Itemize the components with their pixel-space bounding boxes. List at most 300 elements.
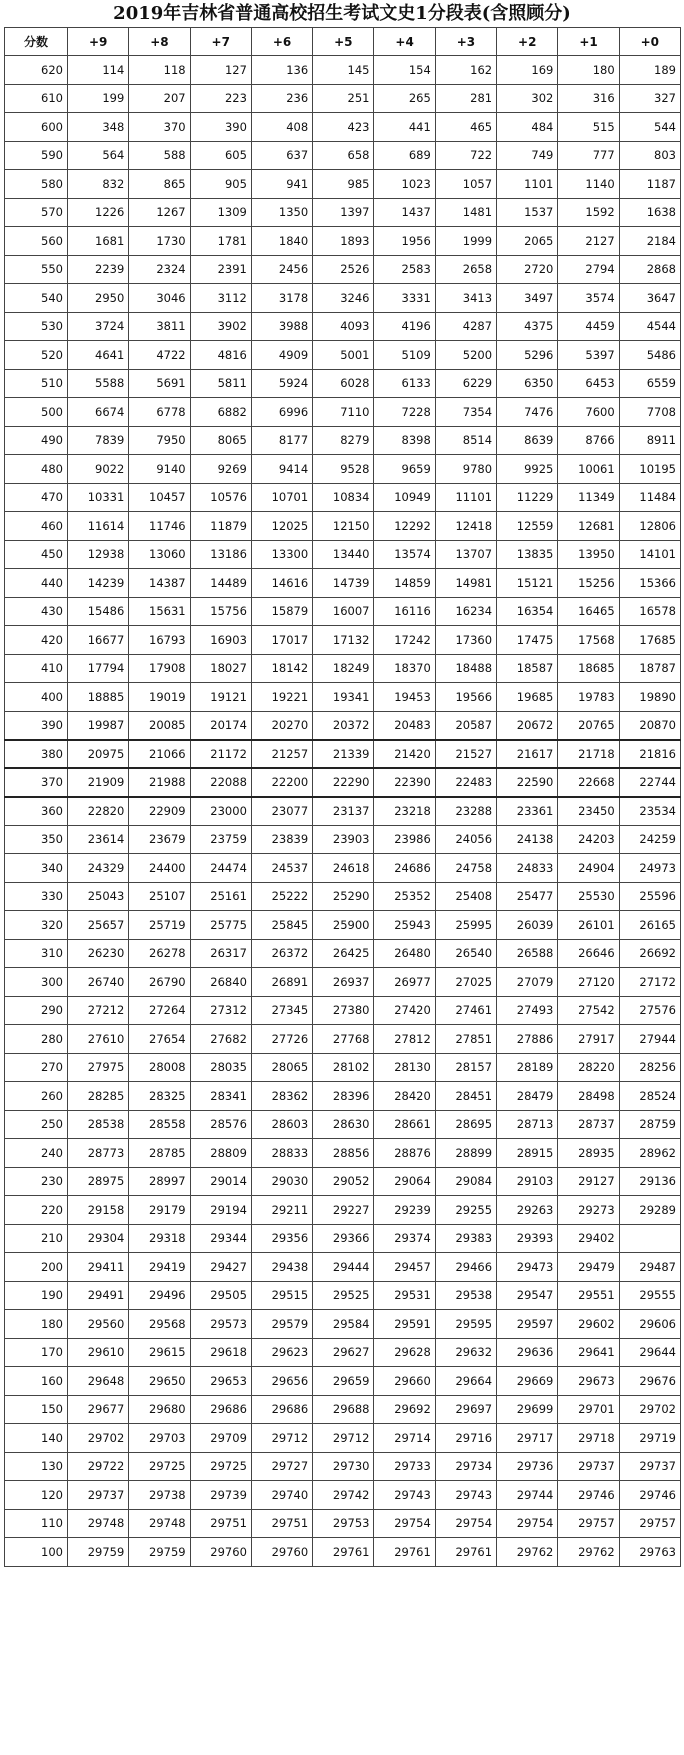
cumulative-count-cell: 23361 xyxy=(497,797,558,826)
cumulative-count-cell: 29560 xyxy=(68,1310,129,1339)
table-row xyxy=(5,1481,681,1510)
cumulative-count-cell: 19121 xyxy=(190,683,251,712)
cumulative-count-cell: 11484 xyxy=(619,483,680,512)
score-cell: 320 xyxy=(5,911,68,940)
cumulative-count-cell: 29717 xyxy=(497,1424,558,1453)
cumulative-count-cell: 28833 xyxy=(251,1139,312,1168)
cumulative-count-cell: 16354 xyxy=(497,597,558,626)
table-header-row xyxy=(5,28,681,56)
cumulative-count-cell: 3112 xyxy=(190,284,251,313)
cumulative-count-cell: 16234 xyxy=(435,597,496,626)
cumulative-count-cell: 29702 xyxy=(619,1395,680,1424)
cumulative-count-cell: 2868 xyxy=(619,255,680,284)
cumulative-count-cell: 28975 xyxy=(68,1167,129,1196)
cumulative-count-cell: 28451 xyxy=(435,1082,496,1111)
cumulative-count-cell: 28915 xyxy=(497,1139,558,1168)
cumulative-count-cell: 29751 xyxy=(190,1509,251,1538)
score-cell: 130 xyxy=(5,1452,68,1481)
cumulative-count-cell: 7476 xyxy=(497,398,558,427)
cumulative-count-cell: 1681 xyxy=(68,227,129,256)
cumulative-count-cell: 21257 xyxy=(251,740,312,769)
table-row xyxy=(5,1224,681,1253)
cumulative-count-cell: 28935 xyxy=(558,1139,619,1168)
cumulative-count-cell: 29740 xyxy=(251,1481,312,1510)
cumulative-count-cell: 29194 xyxy=(190,1196,251,1225)
cumulative-count-cell: 2065 xyxy=(497,227,558,256)
cumulative-count-cell: 17242 xyxy=(374,626,435,655)
cumulative-count-cell: 5486 xyxy=(619,341,680,370)
cumulative-count-cell: 26646 xyxy=(558,939,619,968)
cumulative-count-cell: 28256 xyxy=(619,1053,680,1082)
cumulative-count-cell: 25596 xyxy=(619,882,680,911)
table-row xyxy=(5,1053,681,1082)
cumulative-count-cell: 1140 xyxy=(558,170,619,199)
cumulative-count-cell: 832 xyxy=(68,170,129,199)
cumulative-count-cell: 29763 xyxy=(619,1538,680,1567)
score-cell: 510 xyxy=(5,369,68,398)
cumulative-count-cell: 22909 xyxy=(129,797,190,826)
cumulative-count-cell: 28285 xyxy=(68,1082,129,1111)
cumulative-count-cell: 12938 xyxy=(68,540,129,569)
cumulative-count-cell: 28524 xyxy=(619,1082,680,1111)
cumulative-count-cell: 29393 xyxy=(497,1224,558,1253)
cumulative-count-cell: 29318 xyxy=(129,1224,190,1253)
cumulative-count-cell: 29211 xyxy=(251,1196,312,1225)
cumulative-count-cell: 19987 xyxy=(68,711,129,740)
cumulative-count-cell: 3178 xyxy=(251,284,312,313)
score-cell: 290 xyxy=(5,996,68,1025)
cumulative-count-cell: 29479 xyxy=(558,1253,619,1282)
cumulative-count-cell: 29263 xyxy=(497,1196,558,1225)
cumulative-count-cell: 29757 xyxy=(619,1509,680,1538)
cumulative-count-cell: 16578 xyxy=(619,597,680,626)
cumulative-count-cell: 637 xyxy=(251,141,312,170)
cumulative-count-cell: 28008 xyxy=(129,1053,190,1082)
cumulative-count-cell: 26230 xyxy=(68,939,129,968)
cumulative-count-cell: 29739 xyxy=(190,1481,251,1510)
cumulative-count-cell: 29714 xyxy=(374,1424,435,1453)
cumulative-count-cell: 15256 xyxy=(558,569,619,598)
cumulative-count-cell: 7839 xyxy=(68,426,129,455)
cumulative-count-cell: 29366 xyxy=(313,1224,374,1253)
cumulative-count-cell: 2658 xyxy=(435,255,496,284)
cumulative-count-cell: 29709 xyxy=(190,1424,251,1453)
cumulative-count-cell: 6674 xyxy=(68,398,129,427)
cumulative-count-cell: 23137 xyxy=(313,797,374,826)
score-cell: 370 xyxy=(5,768,68,797)
score-cell: 150 xyxy=(5,1395,68,1424)
cumulative-count-cell: 7354 xyxy=(435,398,496,427)
cumulative-count-cell: 22390 xyxy=(374,768,435,797)
cumulative-count-cell: 28603 xyxy=(251,1110,312,1139)
cumulative-count-cell: 10457 xyxy=(129,483,190,512)
table-row xyxy=(5,369,681,398)
cumulative-count-cell: 4196 xyxy=(374,312,435,341)
cumulative-count-cell: 29496 xyxy=(129,1281,190,1310)
cumulative-count-cell: 13300 xyxy=(251,540,312,569)
cumulative-count-cell: 23000 xyxy=(190,797,251,826)
cumulative-count-cell: 29344 xyxy=(190,1224,251,1253)
cumulative-count-cell: 4544 xyxy=(619,312,680,341)
column-header-score: 分数 xyxy=(5,28,68,56)
score-cell: 560 xyxy=(5,227,68,256)
score-cell: 450 xyxy=(5,540,68,569)
cumulative-count-cell: 905 xyxy=(190,170,251,199)
cumulative-count-cell: 14387 xyxy=(129,569,190,598)
score-cell: 570 xyxy=(5,198,68,227)
table-row xyxy=(5,1167,681,1196)
cumulative-count-cell: 6559 xyxy=(619,369,680,398)
cumulative-count-cell: 27264 xyxy=(129,996,190,1025)
table-row xyxy=(5,768,681,797)
score-cell: 270 xyxy=(5,1053,68,1082)
cumulative-count-cell: 27312 xyxy=(190,996,251,1025)
cumulative-count-cell: 154 xyxy=(374,56,435,85)
table-row xyxy=(5,1196,681,1225)
cumulative-count-cell: 26101 xyxy=(558,911,619,940)
table-row xyxy=(5,341,681,370)
cumulative-count-cell: 13574 xyxy=(374,540,435,569)
cumulative-count-cell: 180 xyxy=(558,56,619,85)
cumulative-count-cell: 28035 xyxy=(190,1053,251,1082)
cumulative-count-cell: 6133 xyxy=(374,369,435,398)
cumulative-count-cell: 27461 xyxy=(435,996,496,1025)
cumulative-count-cell: 29127 xyxy=(558,1167,619,1196)
cumulative-count-cell: 5811 xyxy=(190,369,251,398)
cumulative-count-cell: 6778 xyxy=(129,398,190,427)
score-cell: 140 xyxy=(5,1424,68,1453)
score-cell: 400 xyxy=(5,683,68,712)
cumulative-count-cell: 29688 xyxy=(313,1395,374,1424)
cumulative-count-cell: 29595 xyxy=(435,1310,496,1339)
cumulative-count-cell: 25719 xyxy=(129,911,190,940)
cumulative-count-cell: 20870 xyxy=(619,711,680,740)
cumulative-count-cell: 28809 xyxy=(190,1139,251,1168)
cumulative-count-cell: 28065 xyxy=(251,1053,312,1082)
score-cell: 470 xyxy=(5,483,68,512)
table-row xyxy=(5,540,681,569)
cumulative-count-cell: 28737 xyxy=(558,1110,619,1139)
cumulative-count-cell: 29610 xyxy=(68,1338,129,1367)
cumulative-count-cell: 9269 xyxy=(190,455,251,484)
cumulative-count-cell: 19453 xyxy=(374,683,435,712)
cumulative-count-cell: 16903 xyxy=(190,626,251,655)
cumulative-count-cell: 15756 xyxy=(190,597,251,626)
cumulative-count-cell: 29618 xyxy=(190,1338,251,1367)
cumulative-count-cell: 169 xyxy=(497,56,558,85)
cumulative-count-cell: 27380 xyxy=(313,996,374,1025)
cumulative-count-cell: 25222 xyxy=(251,882,312,911)
cumulative-count-cell: 29762 xyxy=(497,1538,558,1567)
cumulative-count-cell: 29632 xyxy=(435,1338,496,1367)
cumulative-count-cell: 28396 xyxy=(313,1082,374,1111)
cumulative-count-cell: 11101 xyxy=(435,483,496,512)
cumulative-count-cell: 1101 xyxy=(497,170,558,199)
cumulative-count-cell: 28130 xyxy=(374,1053,435,1082)
cumulative-count-cell: 25845 xyxy=(251,911,312,940)
cumulative-count-cell: 28630 xyxy=(313,1110,374,1139)
cumulative-count-cell: 29759 xyxy=(68,1538,129,1567)
cumulative-count-cell: 18488 xyxy=(435,654,496,683)
cumulative-count-cell: 1481 xyxy=(435,198,496,227)
cumulative-count-cell: 23986 xyxy=(374,825,435,854)
cumulative-count-cell: 25290 xyxy=(313,882,374,911)
cumulative-count-cell: 10195 xyxy=(619,455,680,484)
cumulative-count-cell: 18027 xyxy=(190,654,251,683)
cumulative-count-cell: 5588 xyxy=(68,369,129,398)
cumulative-count-cell: 29644 xyxy=(619,1338,680,1367)
cumulative-count-cell: 777 xyxy=(558,141,619,170)
cumulative-count-cell: 29669 xyxy=(497,1367,558,1396)
cumulative-count-cell: 9659 xyxy=(374,455,435,484)
column-header-offset: +5 xyxy=(313,28,374,56)
cumulative-count-cell: 3902 xyxy=(190,312,251,341)
cumulative-count-cell: 16677 xyxy=(68,626,129,655)
cumulative-count-cell: 27610 xyxy=(68,1025,129,1054)
cumulative-count-cell: 207 xyxy=(129,84,190,113)
cumulative-count-cell: 18787 xyxy=(619,654,680,683)
cumulative-count-cell: 26278 xyxy=(129,939,190,968)
cumulative-count-cell: 20483 xyxy=(374,711,435,740)
cumulative-count-cell: 29746 xyxy=(558,1481,619,1510)
cumulative-count-cell: 6453 xyxy=(558,369,619,398)
column-header-offset: +8 xyxy=(129,28,190,56)
cumulative-count-cell: 29014 xyxy=(190,1167,251,1196)
cumulative-count-cell: 9140 xyxy=(129,455,190,484)
score-cell: 440 xyxy=(5,569,68,598)
score-cell: 330 xyxy=(5,882,68,911)
cumulative-count-cell: 3497 xyxy=(497,284,558,313)
cumulative-count-cell: 8279 xyxy=(313,426,374,455)
cumulative-count-cell: 29623 xyxy=(251,1338,312,1367)
cumulative-count-cell: 465 xyxy=(435,113,496,142)
cumulative-count-cell: 29748 xyxy=(129,1509,190,1538)
cumulative-count-cell: 29538 xyxy=(435,1281,496,1310)
table-row xyxy=(5,797,681,826)
cumulative-count-cell: 29702 xyxy=(68,1424,129,1453)
cumulative-count-cell: 29734 xyxy=(435,1452,496,1481)
cumulative-count-cell: 29383 xyxy=(435,1224,496,1253)
cumulative-count-cell: 29712 xyxy=(251,1424,312,1453)
cumulative-count-cell: 29712 xyxy=(313,1424,374,1453)
cumulative-count-cell: 223 xyxy=(190,84,251,113)
cumulative-count-cell: 145 xyxy=(313,56,374,85)
score-cell: 300 xyxy=(5,968,68,997)
cumulative-count-cell: 20765 xyxy=(558,711,619,740)
table-row xyxy=(5,1281,681,1310)
cumulative-count-cell: 17568 xyxy=(558,626,619,655)
cumulative-count-cell: 4722 xyxy=(129,341,190,370)
cumulative-count-cell: 29660 xyxy=(374,1367,435,1396)
cumulative-count-cell: 24973 xyxy=(619,854,680,883)
score-cell: 600 xyxy=(5,113,68,142)
cumulative-count-cell: 11349 xyxy=(558,483,619,512)
cumulative-count-cell: 28576 xyxy=(190,1110,251,1139)
cumulative-count-cell: 29555 xyxy=(619,1281,680,1310)
cumulative-count-cell: 29725 xyxy=(129,1452,190,1481)
cumulative-count-cell: 17685 xyxy=(619,626,680,655)
cumulative-count-cell: 13950 xyxy=(558,540,619,569)
cumulative-count-cell: 29736 xyxy=(497,1452,558,1481)
cumulative-count-cell: 3647 xyxy=(619,284,680,313)
table-row xyxy=(5,711,681,740)
cumulative-count-cell: 327 xyxy=(619,84,680,113)
cumulative-count-cell: 29374 xyxy=(374,1224,435,1253)
cumulative-count-cell: 941 xyxy=(251,170,312,199)
table-row xyxy=(5,825,681,854)
cumulative-count-cell: 19890 xyxy=(619,683,680,712)
cumulative-count-cell: 29525 xyxy=(313,1281,374,1310)
cumulative-count-cell: 29719 xyxy=(619,1424,680,1453)
cumulative-count-cell: 29227 xyxy=(313,1196,374,1225)
score-cell: 620 xyxy=(5,56,68,85)
cumulative-count-cell: 21339 xyxy=(313,740,374,769)
cumulative-count-cell: 4375 xyxy=(497,312,558,341)
cumulative-count-cell: 23903 xyxy=(313,825,374,854)
score-cell: 190 xyxy=(5,1281,68,1310)
cumulative-count-cell: 29757 xyxy=(558,1509,619,1538)
cumulative-count-cell: 29760 xyxy=(190,1538,251,1567)
cumulative-count-cell: 15121 xyxy=(497,569,558,598)
cumulative-count-cell: 24400 xyxy=(129,854,190,883)
cumulative-count-cell: 29505 xyxy=(190,1281,251,1310)
cumulative-count-cell: 3724 xyxy=(68,312,129,341)
table-row xyxy=(5,1253,681,1282)
cumulative-count-cell: 25530 xyxy=(558,882,619,911)
cumulative-count-cell: 29738 xyxy=(129,1481,190,1510)
cumulative-count-cell: 29746 xyxy=(619,1481,680,1510)
cumulative-count-cell: 865 xyxy=(129,170,190,199)
score-cell: 170 xyxy=(5,1338,68,1367)
cumulative-count-cell: 29606 xyxy=(619,1310,680,1339)
cumulative-count-cell: 3811 xyxy=(129,312,190,341)
score-cell: 250 xyxy=(5,1110,68,1139)
cumulative-count-cell: 5924 xyxy=(251,369,312,398)
cumulative-count-cell: 29744 xyxy=(497,1481,558,1510)
cumulative-count-cell: 9414 xyxy=(251,455,312,484)
cumulative-count-cell: 3413 xyxy=(435,284,496,313)
table-row xyxy=(5,312,681,341)
cumulative-count-cell: 1397 xyxy=(313,198,374,227)
cumulative-count-cell: 29636 xyxy=(497,1338,558,1367)
cumulative-count-cell: 22744 xyxy=(619,768,680,797)
score-cell: 240 xyxy=(5,1139,68,1168)
score-cell: 220 xyxy=(5,1196,68,1225)
cumulative-count-cell: 14616 xyxy=(251,569,312,598)
cumulative-count-cell: 29531 xyxy=(374,1281,435,1310)
table-row xyxy=(5,1338,681,1367)
score-cell: 610 xyxy=(5,84,68,113)
cumulative-count-cell: 27682 xyxy=(190,1025,251,1054)
cumulative-count-cell: 1267 xyxy=(129,198,190,227)
cumulative-count-cell: 27212 xyxy=(68,996,129,1025)
cumulative-count-cell: 25775 xyxy=(190,911,251,940)
cumulative-count-cell: 23759 xyxy=(190,825,251,854)
cumulative-count-cell: 23288 xyxy=(435,797,496,826)
cumulative-count-cell: 2720 xyxy=(497,255,558,284)
cumulative-count-cell: 18142 xyxy=(251,654,312,683)
cumulative-count-cell: 29733 xyxy=(374,1452,435,1481)
cumulative-count-cell: 13186 xyxy=(190,540,251,569)
cumulative-count-cell: 390 xyxy=(190,113,251,142)
cumulative-count-cell: 29725 xyxy=(190,1452,251,1481)
cumulative-count-cell: 28962 xyxy=(619,1139,680,1168)
cumulative-count-cell: 26937 xyxy=(313,968,374,997)
cumulative-count-cell: 316 xyxy=(558,84,619,113)
cumulative-count-cell: 2950 xyxy=(68,284,129,313)
cumulative-count-cell: 5397 xyxy=(558,341,619,370)
cumulative-count-cell: 29699 xyxy=(497,1395,558,1424)
cumulative-count-cell: 2391 xyxy=(190,255,251,284)
cumulative-count-cell: 14981 xyxy=(435,569,496,598)
score-cell: 420 xyxy=(5,626,68,655)
cumulative-count-cell: 24833 xyxy=(497,854,558,883)
cumulative-count-cell: 27768 xyxy=(313,1025,374,1054)
cumulative-count-cell: 689 xyxy=(374,141,435,170)
cumulative-count-cell: 22200 xyxy=(251,768,312,797)
cumulative-count-cell: 14239 xyxy=(68,569,129,598)
table-row xyxy=(5,426,681,455)
table-row xyxy=(5,1509,681,1538)
cumulative-count-cell: 24474 xyxy=(190,854,251,883)
cumulative-count-cell: 22668 xyxy=(558,768,619,797)
cumulative-count-cell: 28157 xyxy=(435,1053,496,1082)
cumulative-count-cell: 12806 xyxy=(619,512,680,541)
table-row xyxy=(5,113,681,142)
cumulative-count-cell: 28479 xyxy=(497,1082,558,1111)
cumulative-count-cell: 16116 xyxy=(374,597,435,626)
cumulative-count-cell: 136 xyxy=(251,56,312,85)
cumulative-count-cell: 2583 xyxy=(374,255,435,284)
cumulative-count-cell: 2526 xyxy=(313,255,374,284)
cumulative-count-cell: 23077 xyxy=(251,797,312,826)
cumulative-count-cell: 803 xyxy=(619,141,680,170)
cumulative-count-cell: 5109 xyxy=(374,341,435,370)
cumulative-count-cell: 1437 xyxy=(374,198,435,227)
cumulative-count-cell: 28558 xyxy=(129,1110,190,1139)
cumulative-count-cell: 423 xyxy=(313,113,374,142)
table-row xyxy=(5,626,681,655)
table-row xyxy=(5,255,681,284)
table-row xyxy=(5,512,681,541)
cumulative-count-cell: 658 xyxy=(313,141,374,170)
cumulative-count-cell: 7110 xyxy=(313,398,374,427)
cumulative-count-cell: 26425 xyxy=(313,939,374,968)
score-cell: 520 xyxy=(5,341,68,370)
cumulative-count-cell: 29158 xyxy=(68,1196,129,1225)
score-cell: 340 xyxy=(5,854,68,883)
cumulative-count-cell: 29759 xyxy=(129,1538,190,1567)
cumulative-count-cell: 25943 xyxy=(374,911,435,940)
cumulative-count-cell: 29573 xyxy=(190,1310,251,1339)
cumulative-count-cell: 28661 xyxy=(374,1110,435,1139)
cumulative-count-cell: 1638 xyxy=(619,198,680,227)
cumulative-count-cell: 20587 xyxy=(435,711,496,740)
table-row xyxy=(5,854,681,883)
cumulative-count-cell: 8639 xyxy=(497,426,558,455)
cumulative-count-cell: 26540 xyxy=(435,939,496,968)
cumulative-count-cell: 29515 xyxy=(251,1281,312,1310)
cumulative-count-cell: 28856 xyxy=(313,1139,374,1168)
cumulative-count-cell: 29753 xyxy=(313,1509,374,1538)
cumulative-count-cell: 9528 xyxy=(313,455,374,484)
cumulative-count-cell: 29754 xyxy=(374,1509,435,1538)
cumulative-count-cell: 1592 xyxy=(558,198,619,227)
cumulative-count-cell: 2456 xyxy=(251,255,312,284)
cumulative-count-cell: 29551 xyxy=(558,1281,619,1310)
cumulative-count-cell: 14859 xyxy=(374,569,435,598)
cumulative-count-cell: 29656 xyxy=(251,1367,312,1396)
